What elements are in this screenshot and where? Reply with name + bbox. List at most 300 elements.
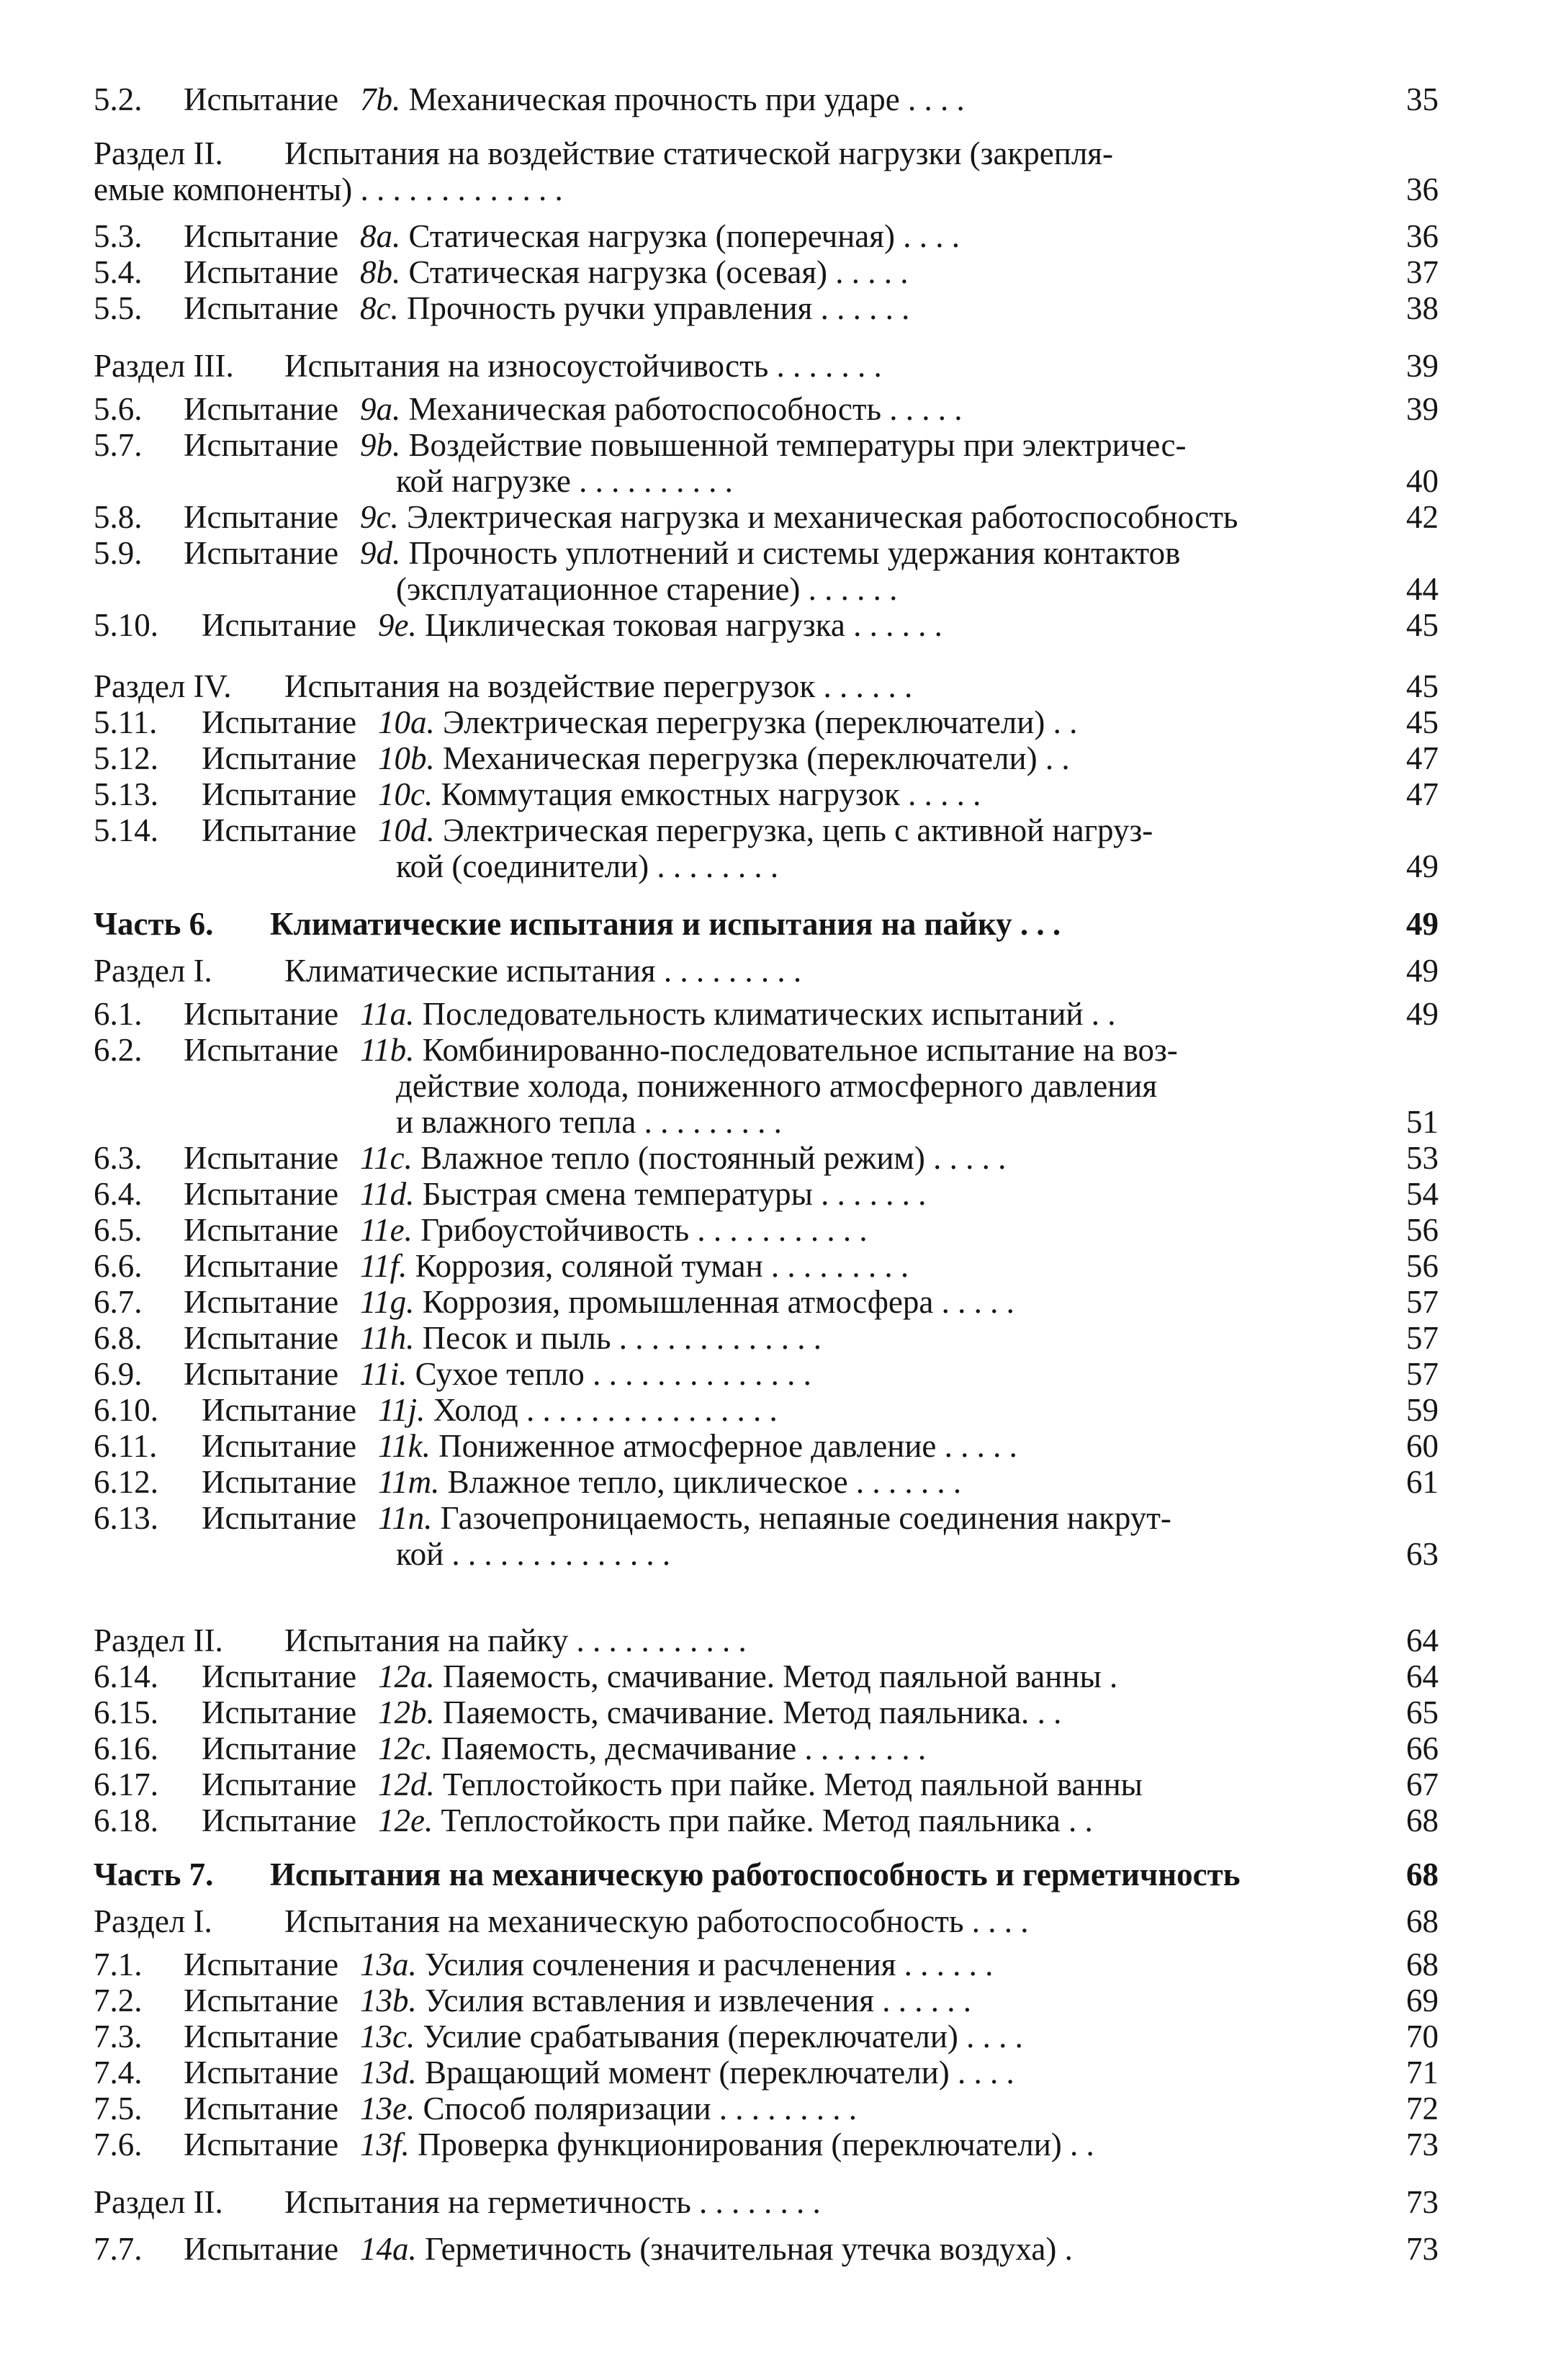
page-number: 45: [1406, 668, 1439, 704]
section-label: Раздел II.: [94, 1622, 223, 1658]
test-label: Испытание: [202, 812, 357, 848]
leader-dots: . . . . .: [899, 776, 981, 812]
title-text: Холод: [433, 1392, 518, 1428]
entry-number: 5.12.: [94, 740, 158, 776]
entry-number: 6.12.: [94, 1464, 158, 1500]
test-code: 9a.: [360, 391, 409, 427]
toc-entry: [0, 2016, 1566, 2057]
entry-number: 6.10.: [94, 1392, 158, 1428]
entry-number: 6.7.: [94, 1284, 143, 1320]
page-number: 71: [1406, 2055, 1439, 2091]
entry-title: [360, 1354, 811, 1394]
page-number: 44: [1406, 571, 1439, 607]
title-continuation: кой нагрузке . . . . . . . . . .: [396, 463, 733, 499]
toc-entry: [0, 2052, 1566, 2093]
entry-number: 5.11.: [94, 704, 158, 740]
title-text: Быстрая смена температуры: [422, 1176, 813, 1212]
entry-number: 7.1.: [94, 1946, 143, 1982]
test-label: Испытание: [184, 996, 339, 1032]
test-label: Испытание: [184, 81, 339, 117]
test-code: 11e.: [360, 1212, 421, 1248]
test-code: 9c.: [360, 499, 407, 535]
leader-dots: . . . . . . .: [768, 348, 882, 384]
entry-title: [360, 497, 1238, 537]
page-number: 68: [1406, 1946, 1439, 1982]
toc-entry: [0, 1980, 1566, 2021]
test-code: 8c.: [360, 290, 407, 326]
entry-title: [360, 216, 960, 256]
section-label: Часть 6.: [94, 906, 214, 942]
page-number: 37: [1406, 254, 1439, 290]
toc-entry: [0, 1390, 1566, 1430]
leader-dots: . . . . .: [936, 1428, 1017, 1464]
page-number: 51: [1406, 1104, 1439, 1140]
test-code: 11d.: [360, 1176, 423, 1212]
title-text: Испытания на воздействие перегрузок: [284, 668, 816, 704]
title-text: Циклическая токовая нагрузка: [424, 607, 845, 643]
test-label: Испытание: [202, 1500, 357, 1536]
entry-number: 5.4.: [94, 254, 143, 290]
page-number: 49: [1406, 953, 1439, 989]
title-text: Последовательность климатических испытаний: [422, 996, 1084, 1032]
leader-dots: .: [1056, 2231, 1073, 2267]
leader-dots: . . . . . . .: [812, 1176, 927, 1212]
page-number: 69: [1406, 1982, 1439, 2018]
title-continuation: действие холода, пониженного атмосферного давления: [396, 1068, 1158, 1104]
page-number: 64: [1406, 1658, 1439, 1694]
leader-dots: . . . . . .: [845, 607, 942, 643]
title-text: Коррозия, соляной туман: [415, 1248, 763, 1284]
entry-title: [360, 1138, 1006, 1178]
entry-title: [284, 133, 1113, 174]
title-text: Теплостойкость при пайке. Метод паяльной ванны: [443, 1766, 1143, 1802]
title-text: Механическая прочность при ударе: [408, 81, 900, 117]
entry-number: 6.3.: [94, 1140, 143, 1176]
toc-entry: [0, 1282, 1566, 1322]
toc-entry: [0, 994, 1566, 1034]
title-continuation: (эксплуатационное старение) . . . . . .: [396, 571, 898, 607]
toc-entry: [0, 252, 1566, 292]
toc-entry: [0, 1174, 1566, 1214]
entry-number: 7.3.: [94, 2018, 143, 2055]
page-number: 64: [1406, 1622, 1439, 1658]
entry-number: 5.13.: [94, 776, 158, 812]
toc-entry: [0, 774, 1566, 814]
toc-entry: [0, 389, 1566, 429]
entry-number: 6.15.: [94, 1694, 158, 1730]
toc-entry: [0, 1728, 1566, 1769]
entry-title: [360, 2088, 857, 2129]
test-code: 11c.: [360, 1140, 421, 1176]
page-number: 39: [1406, 348, 1439, 384]
title-text: Климатические испытания и испытания на пайку: [270, 906, 1012, 942]
entry-title: [284, 666, 912, 706]
test-label: Испытание: [202, 704, 357, 740]
title-continuation: и влажного тепла . . . . . . . . .: [396, 1104, 782, 1140]
entry-number: 6.8.: [94, 1320, 143, 1356]
entry-number: 5.2.: [94, 81, 143, 117]
page-number: 65: [1406, 1694, 1439, 1730]
entry-title: [360, 1174, 926, 1214]
entry-title: [360, 1282, 1014, 1322]
toc-entry: [0, 1462, 1566, 1502]
toc-entry: [0, 1210, 1566, 1250]
entry-number: 5.10.: [94, 607, 158, 643]
toc-entry: [0, 1764, 1566, 1805]
toc-entry: [0, 346, 1566, 386]
test-code: 11b.: [360, 1032, 423, 1068]
toc-entry: [0, 497, 1566, 537]
entry-title: [360, 2124, 1094, 2165]
title-text: Газочепроницаемость, непаяные соединения накрут-: [440, 1500, 1171, 1536]
toc-entry: [0, 1656, 1566, 1697]
toc-entry: [0, 2182, 1566, 2222]
entry-title: [378, 605, 942, 645]
test-label: Испытание: [202, 1766, 357, 1802]
entry-title: [270, 1854, 1241, 1895]
entry-number: 6.4.: [94, 1176, 143, 1212]
title-text: Статическая нагрузка (поперечная): [408, 218, 895, 254]
leader-dots: .: [1101, 1658, 1118, 1694]
title-text: Усилия сочленения и расчленения: [425, 1946, 896, 1982]
section-label: Раздел II.: [94, 2184, 223, 2220]
entry-number: 5.8.: [94, 499, 143, 535]
entry-title: [284, 951, 801, 991]
toc-entry: [0, 605, 1566, 645]
page-number: 54: [1406, 1176, 1439, 1212]
test-label: Испытание: [184, 290, 339, 326]
section-label: Часть 7.: [94, 1856, 214, 1892]
title-text: Испытания на механическую работоспособность: [284, 1903, 964, 1939]
page-number: 68: [1406, 1903, 1439, 1939]
leader-dots: . . . . . . . . .: [655, 953, 802, 989]
test-label: Испытание: [184, 2091, 339, 2127]
page-number: 73: [1406, 2127, 1439, 2163]
test-code: 10d.: [378, 812, 443, 848]
test-label: Испытание: [184, 2055, 339, 2091]
test-label: Испытание: [184, 2127, 339, 2163]
leader-dots: . . . . . .: [812, 290, 910, 326]
title-text: Пониженное атмосферное давление: [438, 1428, 937, 1464]
page-number: 68: [1406, 1856, 1439, 1892]
entry-number: 6.14.: [94, 1658, 158, 1694]
page-number: 61: [1406, 1464, 1439, 1500]
entry-title: [360, 1980, 971, 2021]
toc-entry: [0, 1692, 1566, 1733]
title-text: Герметичность (значительная утечка воздуха): [425, 2231, 1057, 2267]
title-text: Электрическая перегрузка (переключатели): [443, 704, 1045, 740]
test-code: 9d.: [360, 535, 409, 571]
test-code: 11m.: [378, 1464, 448, 1500]
title-continuation: емые компоненты) . . . . . . . . . . . . .: [94, 171, 563, 207]
leader-dots: . .: [1037, 740, 1070, 776]
entry-title: [378, 1656, 1117, 1697]
entry-title: [378, 774, 981, 814]
title-text: Коррозия, промышленная атмосфера: [422, 1284, 934, 1320]
leader-dots: . . . .: [958, 2018, 1023, 2055]
leader-dots: . . . . . . . . . . .: [689, 1212, 868, 1248]
test-label: Испытание: [184, 2231, 339, 2267]
test-label: Испытание: [184, 535, 339, 571]
entry-title: [378, 1764, 1143, 1805]
test-code: 9e.: [378, 607, 425, 643]
title-text: Статическая нагрузка (осевая): [408, 254, 828, 290]
test-code: 12d.: [378, 1766, 443, 1802]
test-code: 12b.: [378, 1694, 443, 1730]
section-label: Раздел I.: [94, 1903, 212, 1939]
leader-dots: . . . . . .: [873, 1982, 971, 2018]
test-label: Испытание: [184, 254, 339, 290]
leader-dots: . . . . . . . . . . . . . . . .: [518, 1392, 778, 1428]
test-label: Испытание: [184, 2018, 339, 2055]
leader-dots: . .: [1045, 704, 1078, 740]
test-code: 13f.: [360, 2127, 418, 2163]
test-code: 13d.: [360, 2055, 425, 2091]
page-number: 35: [1406, 81, 1439, 117]
test-code: 7b.: [360, 81, 409, 117]
section-label: Раздел IV.: [94, 668, 232, 704]
leader-dots: . . . . .: [933, 1284, 1014, 1320]
entry-number: 7.2.: [94, 1982, 143, 2018]
toc-entry: [0, 951, 1566, 991]
test-label: Испытание: [202, 740, 357, 776]
leader-dots: . . . . . . . . .: [762, 1248, 909, 1284]
page-number: 57: [1406, 1320, 1439, 1356]
leader-dots: . . . . .: [881, 391, 963, 427]
entry-number: 5.3.: [94, 218, 143, 254]
section-label: Раздел II.: [94, 135, 223, 171]
entry-number: 6.6.: [94, 1248, 143, 1284]
entry-title: [378, 1390, 778, 1430]
entry-title: [378, 1800, 1093, 1841]
leader-dots: . . . . . . . . . . . . . .: [584, 1356, 811, 1392]
entry-title: [360, 1030, 1178, 1070]
title-text: Влажное тепло, циклическое: [447, 1464, 848, 1500]
leader-dots: . . . . .: [924, 1140, 1007, 1176]
title-text: Воздействие повышенной температуры при электричес-: [408, 427, 1187, 463]
entry-number: 6.13.: [94, 1500, 158, 1536]
toc-entry: [0, 1138, 1566, 1178]
toc-entry: [0, 1318, 1566, 1358]
test-code: 11k.: [378, 1428, 439, 1464]
toc-entry: [0, 216, 1566, 256]
test-label: Испытание: [184, 218, 339, 254]
page-number: 39: [1406, 391, 1439, 427]
page-number: 49: [1406, 996, 1439, 1032]
test-label: Испытание: [184, 391, 339, 427]
page-number: 36: [1406, 171, 1439, 207]
test-code: 10a.: [378, 704, 443, 740]
toc-entry: [0, 1901, 1566, 1941]
test-label: Испытание: [184, 499, 339, 535]
page-number: 66: [1406, 1730, 1439, 1766]
test-code: 11i.: [360, 1356, 415, 1392]
test-code: 13e.: [360, 2091, 423, 2127]
toc-entry: [0, 533, 1566, 607]
entry-title: [360, 2052, 1014, 2093]
test-label: Испытание: [184, 1284, 339, 1320]
page-number: 49: [1406, 848, 1439, 884]
page-number: 72: [1406, 2091, 1439, 2127]
entry-title: [360, 79, 965, 120]
entry-number: 5.6.: [94, 391, 143, 427]
entry-number: 6.1.: [94, 996, 143, 1032]
title-text: Усилие срабатывания (переключатели): [423, 2018, 958, 2055]
toc-entry: [0, 904, 1566, 944]
title-text: Паяемость, смачивание. Метод паяльника.: [443, 1694, 1030, 1730]
leader-dots: . . . .: [894, 218, 960, 254]
entry-title: [378, 810, 1153, 850]
test-code: 13b.: [360, 1982, 425, 2018]
test-code: 11a.: [360, 996, 423, 1032]
page-number: 36: [1406, 218, 1439, 254]
page-number: 60: [1406, 1428, 1439, 1464]
title-text: Климатические испытания: [284, 953, 656, 989]
title-text: Электрическая нагрузка и механическая работоспособность: [406, 499, 1238, 535]
entry-title: [284, 2182, 821, 2222]
toc-entry: [0, 1246, 1566, 1286]
page-number: 56: [1406, 1212, 1439, 1248]
test-code: 13c.: [360, 2018, 423, 2055]
page-number: 73: [1406, 2231, 1439, 2267]
toc-entry: [0, 1854, 1566, 1895]
entry-number: 7.7.: [94, 2231, 143, 2267]
leader-dots: . . . .: [899, 81, 965, 117]
entry-number: 7.4.: [94, 2055, 143, 2091]
leader-dots: . .: [1060, 1802, 1093, 1838]
test-label: Испытание: [202, 1694, 357, 1730]
test-label: Испытание: [202, 607, 357, 643]
leader-dots: . . . . . . . . . . . . .: [611, 1320, 822, 1356]
entry-title: [378, 1728, 926, 1769]
entry-title: [284, 346, 882, 386]
test-label: Испытание: [184, 1212, 339, 1248]
toc-entry: [0, 810, 1566, 884]
toc-entry: [0, 2124, 1566, 2165]
test-code: 10c.: [378, 776, 441, 812]
toc-entry: [0, 79, 1566, 120]
test-label: Испытание: [184, 1176, 339, 1212]
toc-entry: [0, 1030, 1566, 1140]
title-text: Прочность уплотнений и системы удержания контактов: [408, 535, 1181, 571]
page-number: 73: [1406, 2184, 1439, 2220]
toc-entry: [0, 1498, 1566, 1572]
toc-entry: [0, 1620, 1566, 1661]
test-code: 12e.: [378, 1802, 441, 1838]
entry-title: [360, 1246, 909, 1286]
toc-entry: [0, 1800, 1566, 1841]
leader-dots: . . . .: [963, 1903, 1029, 1939]
page-number: 68: [1406, 1802, 1439, 1838]
entry-title: [378, 702, 1077, 742]
test-code: 9b.: [360, 427, 409, 463]
toc-entry: [0, 133, 1566, 207]
title-continuation: кой . . . . . . . . . . . . . .: [396, 1536, 671, 1572]
entry-number: 6.11.: [94, 1428, 158, 1464]
page-number: 45: [1406, 704, 1439, 740]
title-text: Испытания на герметичность: [284, 2184, 691, 2220]
title-text: Испытания на пайку: [284, 1622, 569, 1658]
entry-title: [360, 994, 1116, 1034]
leader-dots: . . . . . . . .: [690, 2184, 821, 2220]
toc-entry: [0, 702, 1566, 742]
title-text: Механическая перегрузка (переключатели): [443, 740, 1038, 776]
title-text: Вращающий момент (переключатели): [425, 2055, 950, 2091]
test-label: Испытание: [184, 1982, 339, 2018]
entry-number: 6.2.: [94, 1032, 143, 1068]
entry-number: 7.5.: [94, 2091, 143, 2127]
page-number: 67: [1406, 1766, 1439, 1802]
entry-title: [378, 1692, 1061, 1733]
toc-entry: [0, 288, 1566, 328]
title-text: Испытания на механическую работоспособность и герметичность: [270, 1856, 1241, 1892]
toc-entry: [0, 1354, 1566, 1394]
title-text: Испытания на воздействие статической нагрузки (закрепля-: [284, 135, 1113, 171]
page-number: 42: [1406, 499, 1439, 535]
toc-entry: [0, 1426, 1566, 1466]
test-label: Испытание: [202, 1802, 357, 1838]
title-text: Электрическая перегрузка, цепь с активной нагруз-: [443, 812, 1153, 848]
entry-title: [360, 2229, 1073, 2269]
entry-number: 6.5.: [94, 1212, 143, 1248]
title-text: Сухое тепло: [415, 1356, 585, 1392]
title-text: Песок и пыль: [422, 1320, 611, 1356]
leader-dots: . . .: [1012, 906, 1061, 942]
test-label: Испытание: [184, 1032, 339, 1068]
title-continuation: кой (соединители) . . . . . . . .: [396, 848, 779, 884]
page-number: 70: [1406, 2018, 1439, 2055]
leader-dots: . .: [1029, 1694, 1062, 1730]
test-code: 14a.: [360, 2231, 425, 2267]
page-number: 47: [1406, 740, 1439, 776]
toc-entry: [0, 666, 1566, 706]
test-code: 13a.: [360, 1946, 425, 1982]
entry-title: [378, 1426, 1017, 1466]
test-code: 8a.: [360, 218, 409, 254]
toc-entry: [0, 2088, 1566, 2129]
entry-number: 5.14.: [94, 812, 158, 848]
leader-dots: . . . . . . . .: [796, 1730, 927, 1766]
section-label: Раздел I.: [94, 953, 212, 989]
title-text: Проверка функционирования (переключатели): [418, 2127, 1062, 2163]
entry-number: 5.9.: [94, 535, 143, 571]
page-number: 49: [1406, 906, 1439, 942]
test-label: Испытание: [184, 1248, 339, 1284]
section-label: Раздел III.: [94, 348, 234, 384]
title-text: Способ поляризации: [423, 2091, 711, 2127]
test-code: 11f.: [360, 1248, 415, 1284]
test-code: 11j.: [378, 1392, 433, 1428]
test-label: Испытание: [202, 1658, 357, 1694]
title-text: Грибоустойчивость: [420, 1212, 690, 1248]
toc-entry: [0, 2229, 1566, 2269]
leader-dots: . . . . . . . . . . .: [568, 1622, 747, 1658]
entry-title: [360, 1210, 868, 1250]
leader-dots: . .: [1083, 996, 1116, 1032]
entry-number: 5.7.: [94, 427, 143, 463]
entry-number: 5.5.: [94, 290, 143, 326]
entry-title: [360, 425, 1186, 465]
entry-title: [360, 288, 909, 328]
leader-dots: . . . . . .: [815, 668, 913, 704]
entry-title: [284, 1620, 747, 1661]
test-code: 10b.: [378, 740, 443, 776]
entry-title: [360, 533, 1180, 573]
page-number: 40: [1406, 463, 1439, 499]
title-text: Усилия вставления и извлечения: [425, 1982, 874, 2018]
entry-number: 6.16.: [94, 1730, 158, 1766]
page-number: 57: [1406, 1356, 1439, 1392]
